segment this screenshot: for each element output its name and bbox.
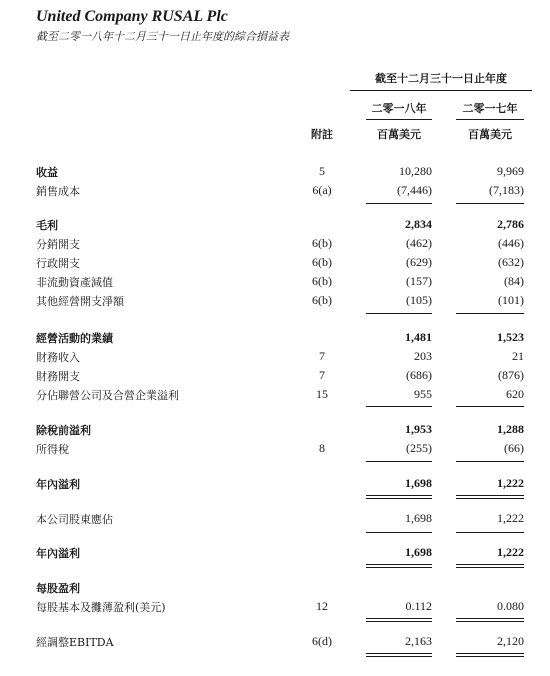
value-2018: 1,953 [405,422,432,436]
value-2017: (632) [498,255,524,269]
value-2017: 9,969 [497,164,524,178]
row-label: 所得稅 [36,443,69,456]
row-label: 每股盈利 [36,582,80,595]
value-2017: 620 [506,387,524,401]
table-row [0,387,550,403]
double-line-2017-b [456,498,524,499]
row-label: 行政開支 [36,257,80,270]
value-2017: 1,222 [497,511,524,525]
year-2017-underline [456,119,524,120]
row-note: 15 [316,387,328,401]
row-note: 7 [319,349,325,363]
row-label: 經營活動的業績 [36,332,113,345]
period-header: 截至十二月三十一日止年度 [375,72,507,85]
year-2018-header: 二零一八年 [371,102,427,115]
value-2018: (7,446) [397,183,432,197]
subtotal-line-2017 [456,203,524,204]
subtotal-line-2017 [456,532,524,533]
row-label: 非流動資產減值 [36,276,113,289]
row-note: 7 [319,368,325,382]
double-line-2017-b [456,621,524,622]
value-2018: 203 [414,349,432,363]
subtotal-line-2017 [456,461,524,462]
value-2017: (101) [498,293,524,307]
row-label: 財務開支 [36,370,80,383]
double-line-2018-a [366,653,432,654]
table-row [0,183,550,199]
row-label: 年內溢利 [36,547,80,560]
value-2017: (84) [504,274,524,288]
value-2018: 1,481 [405,330,432,344]
value-2018: 1,698 [405,511,432,525]
double-line-2018-a [366,618,432,619]
row-note: 6(b) [312,293,332,307]
row-note: 5 [319,164,325,178]
row-label: 其他經營開支淨額 [36,295,124,308]
double-line-2017-a [456,564,524,565]
unit-2018-header: 百萬美元 [377,128,421,141]
subtotal-line-2018 [366,461,432,462]
double-line-2017-b [456,567,524,568]
row-note: 12 [316,599,328,613]
row-note: 6(d) [312,634,332,648]
row-label: 收益 [36,166,58,179]
value-2018: 2,163 [405,634,432,648]
value-2018: (686) [406,368,432,382]
company-name: United Company RUSAL Plc [36,8,228,25]
double-line-2018-a [366,495,432,496]
subtotal-line-2017 [456,313,524,314]
row-label: 本公司股東應佔 [36,513,113,526]
table-row [0,422,550,438]
subtotal-line-2018 [366,313,432,314]
double-line-2018-a [366,564,432,565]
double-line-2018-b [366,567,432,568]
value-2017: (66) [504,441,524,455]
value-2017: 1,222 [497,476,524,490]
value-2017: 0.080 [497,599,524,613]
table-row [0,236,550,252]
table-row [0,441,550,457]
double-line-2018-b [366,621,432,622]
value-2018: (157) [406,274,432,288]
value-2018: 955 [414,387,432,401]
double-line-2018-b [366,656,432,657]
table-row [0,217,550,233]
row-label: 每股基本及攤薄盈利(美元) [36,601,166,614]
row-note: 6(a) [312,183,332,197]
double-line-2017-a [456,618,524,619]
value-2018: (462) [406,236,432,250]
row-note: 6(b) [312,236,332,250]
table-row [0,368,550,384]
table-row [0,599,550,615]
row-label: 分佔聯營公司及合營企業溢利 [36,389,179,402]
double-line-2017-b [456,656,524,657]
double-line-2017-a [456,495,524,496]
value-2018: (105) [406,293,432,307]
row-label: 毛利 [36,219,58,232]
row-label: 經調整EBITDA [36,636,114,649]
value-2018: 10,280 [399,164,432,178]
value-2017: 1,222 [497,545,524,559]
row-label: 銷售成本 [36,185,80,198]
value-2017: (876) [498,368,524,382]
unit-2017-header: 百萬美元 [468,128,512,141]
row-note: 8 [319,441,325,455]
row-label: 除稅前溢利 [36,424,91,437]
statement-title: 截至二零一八年十二月三十一日止年度的綜合損益表 [36,30,289,43]
year-2017-header: 二零一七年 [462,102,518,115]
value-2018: (255) [406,441,432,455]
table-row [0,255,550,271]
value-2017: 21 [512,349,524,363]
double-line-2018-b [366,498,432,499]
table-row [0,511,550,527]
table-row [0,293,550,309]
double-line-2017-a [456,653,524,654]
year-2018-underline [366,119,432,120]
value-2018: 1,698 [405,545,432,559]
row-label: 分銷開支 [36,238,80,251]
subtotal-line-2018 [366,532,432,533]
subtotal-line-2017 [456,406,524,407]
table-row [0,545,550,561]
table-row [0,476,550,492]
row-label: 年內溢利 [36,478,80,491]
table-row [0,349,550,365]
table-row [0,330,550,346]
value-2018: 1,698 [405,476,432,490]
value-2017: (446) [498,236,524,250]
value-2017: 1,288 [497,422,524,436]
row-note: 6(b) [312,274,332,288]
table-row [0,164,550,180]
value-2018: 0.112 [405,599,432,613]
value-2018: 2,834 [405,217,432,231]
value-2017: 1,523 [497,330,524,344]
value-2018: (629) [406,255,432,269]
table-row [0,580,550,596]
value-2017: 2,120 [497,634,524,648]
table-row [0,274,550,290]
table-row [0,634,550,650]
note-header: 附註 [311,128,333,141]
period-underline [350,90,532,91]
row-note: 6(b) [312,255,332,269]
subtotal-line-2018 [366,406,432,407]
value-2017: (7,183) [489,183,524,197]
subtotal-line-2018 [366,203,432,204]
value-2017: 2,786 [497,217,524,231]
row-label: 財務收入 [36,351,80,364]
